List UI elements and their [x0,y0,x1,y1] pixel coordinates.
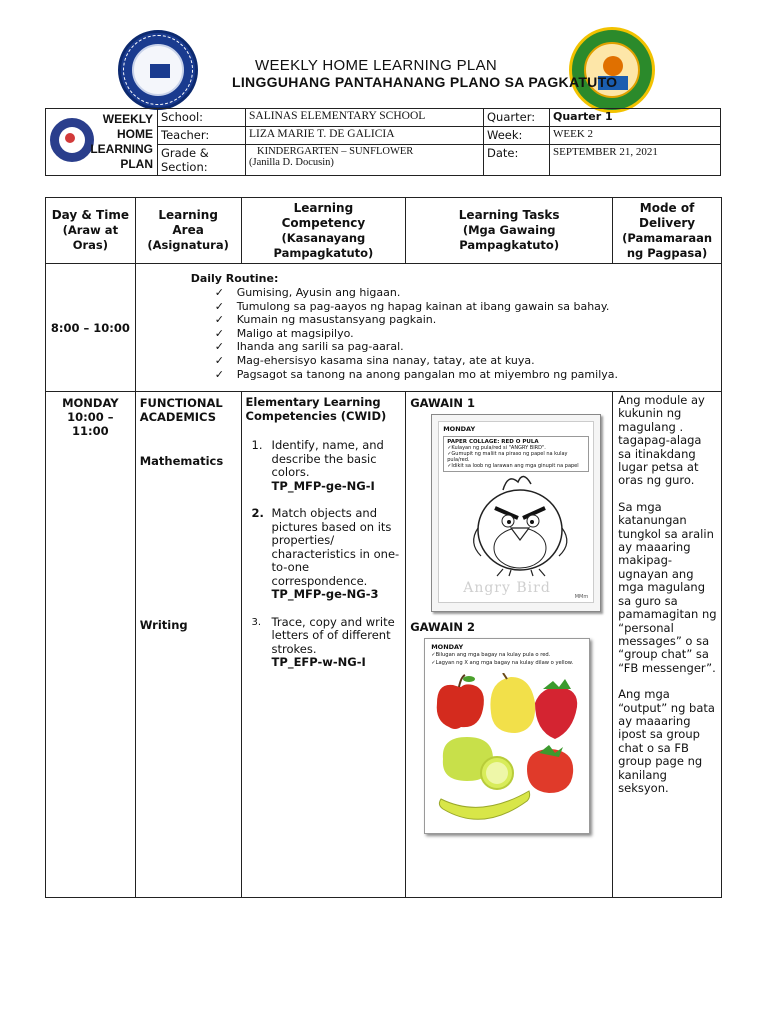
list-item: ✓ Gumising, Ayusin ang higaan. [215,286,713,300]
monday-learning-area: FUNCTIONAL ACADEMICS Mathematics Writing [135,392,241,898]
worksheet-fruits: MONDAY ✓Bilugan ang mga bagay na kulay pula o red. ✓Lagyan ng X ang mga bagay na kulay dilaw o yellow. [424,638,590,834]
week-label: Week: [484,127,550,145]
division-seal-logo [569,27,655,113]
routine-title: Daily Routine: [190,272,279,285]
header-row [46,198,722,264]
document-title: WEEKLY HOME LEARNING PLAN [255,57,498,74]
school-seal-logo [118,30,198,110]
area-writing: Writing [139,618,188,632]
col-learning-tasks: Learning Tasks (Mga Gawaing Pampagkatuto) [406,198,613,264]
list-item: ✓ Mag-ehersisyo kasama sina nanay, tatay, ate at kuya. [215,354,713,368]
gawain-1-label: GAWAIN 1 [410,396,476,410]
competency-item: 1. Identify, name, and describe the basic colors. TP_MFP-ge-NG-I [251,438,384,493]
angry-bird-drawing [463,468,578,578]
mode-paragraph-1: Ang module ay kukunin ng magulang . tagapag-alaga sa itinakdang lugar petsa at oras ng guro. [618,393,705,488]
quarter-label: Quarter: [484,109,550,127]
learning-plan-table [45,197,722,898]
list-item: ✓ Tumulong sa pag-aayos ng hapag kainan at ibang gawain sa bahay. [215,300,713,314]
mode-paragraph-3: Ang mga “output” ng bata ay maaaring ipost sa group chat o sa FB group page ng kanilang seksyon. [618,687,715,795]
routine-content [135,264,721,392]
routine-row [46,264,722,392]
competency-item: 3. Trace, copy and write letters of of different strokes. TP_EFP-w-NG-I [251,614,395,669]
area-mathematics: Mathematics [139,454,224,468]
document-subtitle: LINGGUHANG PANTAHANANG PLANO SA PAGKATUTO [232,74,618,90]
monday-day-time: MONDAY 10:00 – 11:00 [46,392,136,898]
worksheet-angry-bird: MONDAY PAPER COLLAGE: RED O PULA ✓Kulayan ng pula/red si "ANGRY BIRD". ✓Gumupit ng maliit na piraso ng papel na kulay pula/red. ✓Idikit sa loob ng larawan ang mga ginupit na papel Angry Bird MMm [431,414,601,612]
monday-competency [241,392,406,898]
monday-learning-tasks [406,392,613,898]
routine-list [191,286,713,381]
gawain-2-label: GAWAIN 2 [410,620,476,634]
school-value: SALINAS ELEMENTARY SCHOOL [246,109,484,127]
teacher-label: Teacher: [158,127,246,145]
list-item: ✓ Maligo at magsipilyo. [215,327,713,341]
plan-label: WEEKLY HOME LEARNING PLAN [46,109,158,176]
school-label: School: [158,109,246,127]
competency-heading: Elementary Learning Competencies (CWID) [245,395,387,423]
col-learning-competency: Learning Competency (Kasanayang Pampagkatuto) [241,198,406,264]
monday-row [46,392,722,898]
list-item: ✓ Ihanda ang sarili sa pag-aaral. [215,340,713,354]
col-learning-area: Learning Area (Asignatura) [135,198,241,264]
mode-paragraph-2: Sa mga katanungan tungkol sa aralin ay maaaring makipag-ugnayan ang mga magulang sa guro sa pamamagitan ng “personal messages” o sa “group chat” sa “FB messenger”. [618,499,717,675]
quarter-value: Quarter 1 [550,109,721,127]
competency-item: 2. Match objects and pictures based on its properties/ characteristics in one-to-one correspondence. TP_MFP-ge-NG-3 [251,506,400,601]
col-day-time: Day & Time (Araw at Oras) [46,198,136,264]
info-table [45,108,721,176]
week-value: WEEK 2 [550,127,721,145]
teacher-value: LIZA MARIE T. DE GALICIA [246,127,484,145]
date-value: SEPTEMBER 21, 2021 [550,145,721,176]
grade-label: Grade & Section: [158,145,246,176]
fruits-illustration [431,673,583,829]
routine-time: 8:00 – 10:00 [46,264,136,392]
list-item: ✓ Kumain ng masustansyang pagkain. [215,313,713,327]
monday-mode-delivery [613,392,722,898]
grade-value: KINDERGARTEN – SUNFLOWER (Janilla D. Docusin) [246,145,484,176]
date-label: Date: [484,145,550,176]
list-item: ✓ Pagsagot sa tanong na anong pangalan mo at miyembro ng pamilya. [215,368,713,382]
col-mode-delivery: Mode of Delivery (Pamamaraan ng Pagpasa) [613,198,722,264]
